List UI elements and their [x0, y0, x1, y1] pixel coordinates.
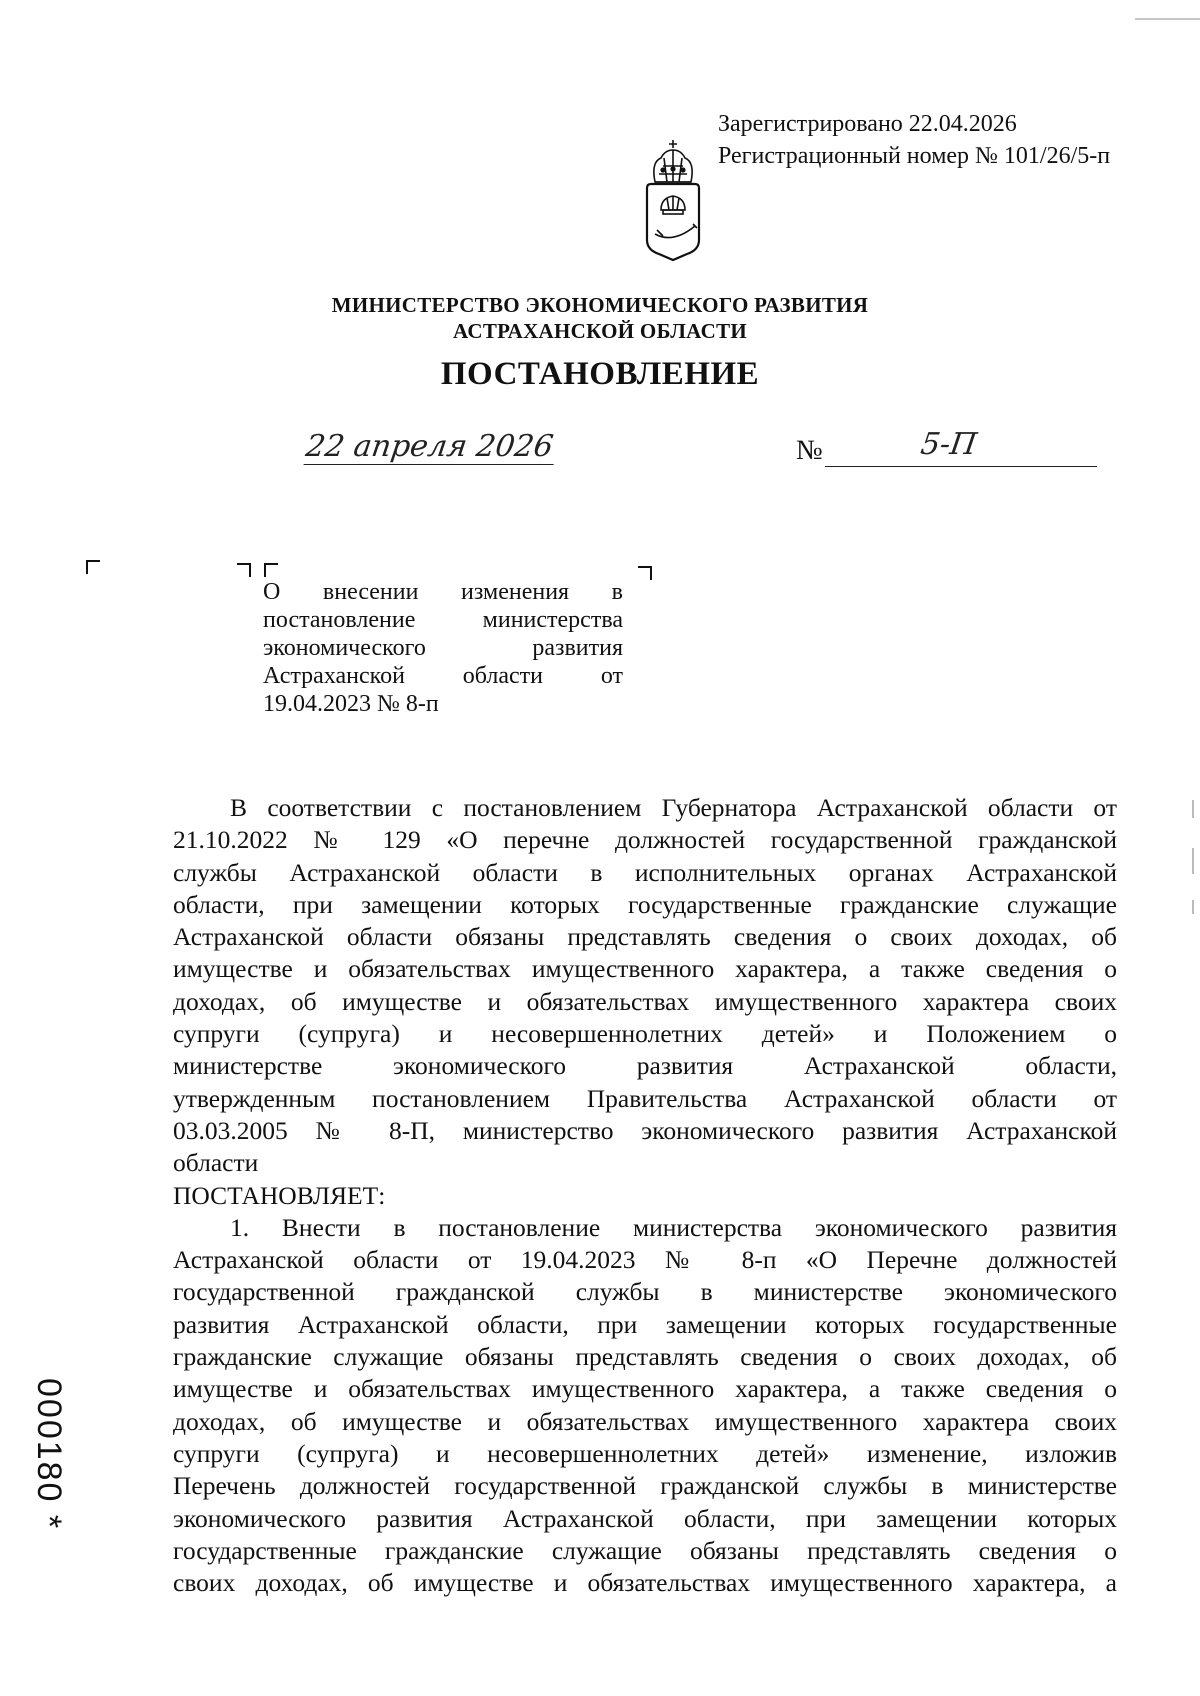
coat-of-arms-icon	[633, 138, 713, 268]
document-body	[173, 792, 1117, 1599]
body-line: экономического развития Астраханской области, при замещении которых	[173, 1503, 1117, 1533]
body-line: имуществе и обязательствах имущественного характера, а также сведения о	[173, 1374, 1117, 1404]
body-line: службы Астраханской области в исполнительных органах Астраханской	[173, 857, 1117, 887]
body-line: Астраханской области от 19.04.2023 № 8-п «О Перечне должностей	[173, 1245, 1117, 1275]
body-line: государственной гражданской службы в министерстве экономического	[173, 1277, 1117, 1307]
body-line: утвержденным постановлением Правительства Астраханской области от	[173, 1083, 1117, 1113]
body-line: 21.10.2022 № 129 «О перечне должностей государственной гражданской	[173, 825, 1117, 855]
corner-mark-subject-left	[264, 563, 278, 577]
body-line: Астраханской области обязаны представлять сведения о своих доходах, об	[173, 922, 1117, 952]
corner-mark-subject-right-a	[237, 563, 251, 577]
body-line: развития Астраханской области, при замещении которых государственные	[173, 1309, 1117, 1339]
ministry-name	[0, 292, 1200, 344]
subject-line: О внесении изменения в	[263, 579, 623, 605]
margin-stamp-text: 000180 *	[30, 1378, 68, 1531]
ministry-line-1: МИНИСТЕРСТВО ЭКОНОМИЧЕСКОГО РАЗВИТИЯ	[331, 293, 869, 317]
number-underline	[825, 427, 1097, 467]
body-line: области, при замещении которых государственные гражданские служащие	[173, 889, 1117, 919]
registration-stamp	[718, 108, 1110, 172]
document-number	[796, 427, 1097, 467]
body-line: имуществе и обязательствах имущественного характера, а также сведения о	[173, 954, 1117, 984]
body-line: гражданские служащие обязаны представлять сведения о своих доходах, об	[173, 1342, 1117, 1372]
body-line: супруги (супруга) и несовершеннолетних детей» изменение, изложив	[173, 1438, 1117, 1468]
body-line: Перечень должностей государственной гражданской службы в министерстве	[173, 1471, 1117, 1501]
body-line: своих доходах, об имуществе и обязательствах имущественного характера, а	[173, 1568, 1117, 1598]
number-sign: №	[796, 435, 823, 466]
corner-mark-subject-right	[638, 566, 652, 580]
resolution-heading: ПОСТАНОВЛЯЕТ:	[173, 1180, 386, 1210]
subject-line: постановление министерства	[263, 607, 623, 633]
ministry-line-2: АСТРАХАНСКОЙ ОБЛАСТИ	[452, 319, 748, 343]
body-line: государственные гражданские служащие обязаны представлять сведения о	[173, 1535, 1117, 1565]
document-subject	[263, 578, 623, 718]
subject-line: Астраханской области от	[263, 663, 623, 689]
scan-artifact	[1192, 900, 1194, 914]
registration-number: Регистрационный номер № 101/26/5-п	[718, 143, 1111, 169]
scan-artifact	[1192, 848, 1194, 874]
margin-stamp	[28, 1378, 68, 1538]
subject-line: 19.04.2023 № 8-п	[263, 691, 439, 717]
document-type-title: ПОСТАНОВЛЕНИЕ	[440, 356, 760, 392]
scan-artifact	[1192, 800, 1194, 818]
scan-edge-line	[1135, 18, 1200, 20]
body-line: области	[173, 1148, 259, 1178]
corner-mark-left	[86, 560, 100, 574]
body-line: доходах, об имуществе и обязательствах имущественного характера своих	[173, 986, 1117, 1016]
body-line: В соответствии с постановлением Губернатора Астраханской области от	[230, 793, 1117, 822]
body-line: 1. Внести в постановление министерства экономического развития	[230, 1212, 1117, 1242]
handwritten-number: 5-П	[918, 427, 979, 462]
body-line: 03.03.2005 № 8-П, министерство экономического развития Астраханской	[173, 1115, 1117, 1145]
subject-line: экономического развития	[263, 635, 623, 661]
body-line: министерстве экономического развития Астраханской области,	[173, 1051, 1117, 1081]
registration-date: Зарегистрировано 22.04.2026	[718, 111, 1017, 137]
body-line: супруги (супруга) и несовершеннолетних детей» и Положением о	[173, 1019, 1117, 1049]
body-line: доходах, об имуществе и обязательствах имущественного характера своих	[173, 1406, 1117, 1436]
handwritten-date: 22 апреля 2026	[304, 430, 559, 465]
